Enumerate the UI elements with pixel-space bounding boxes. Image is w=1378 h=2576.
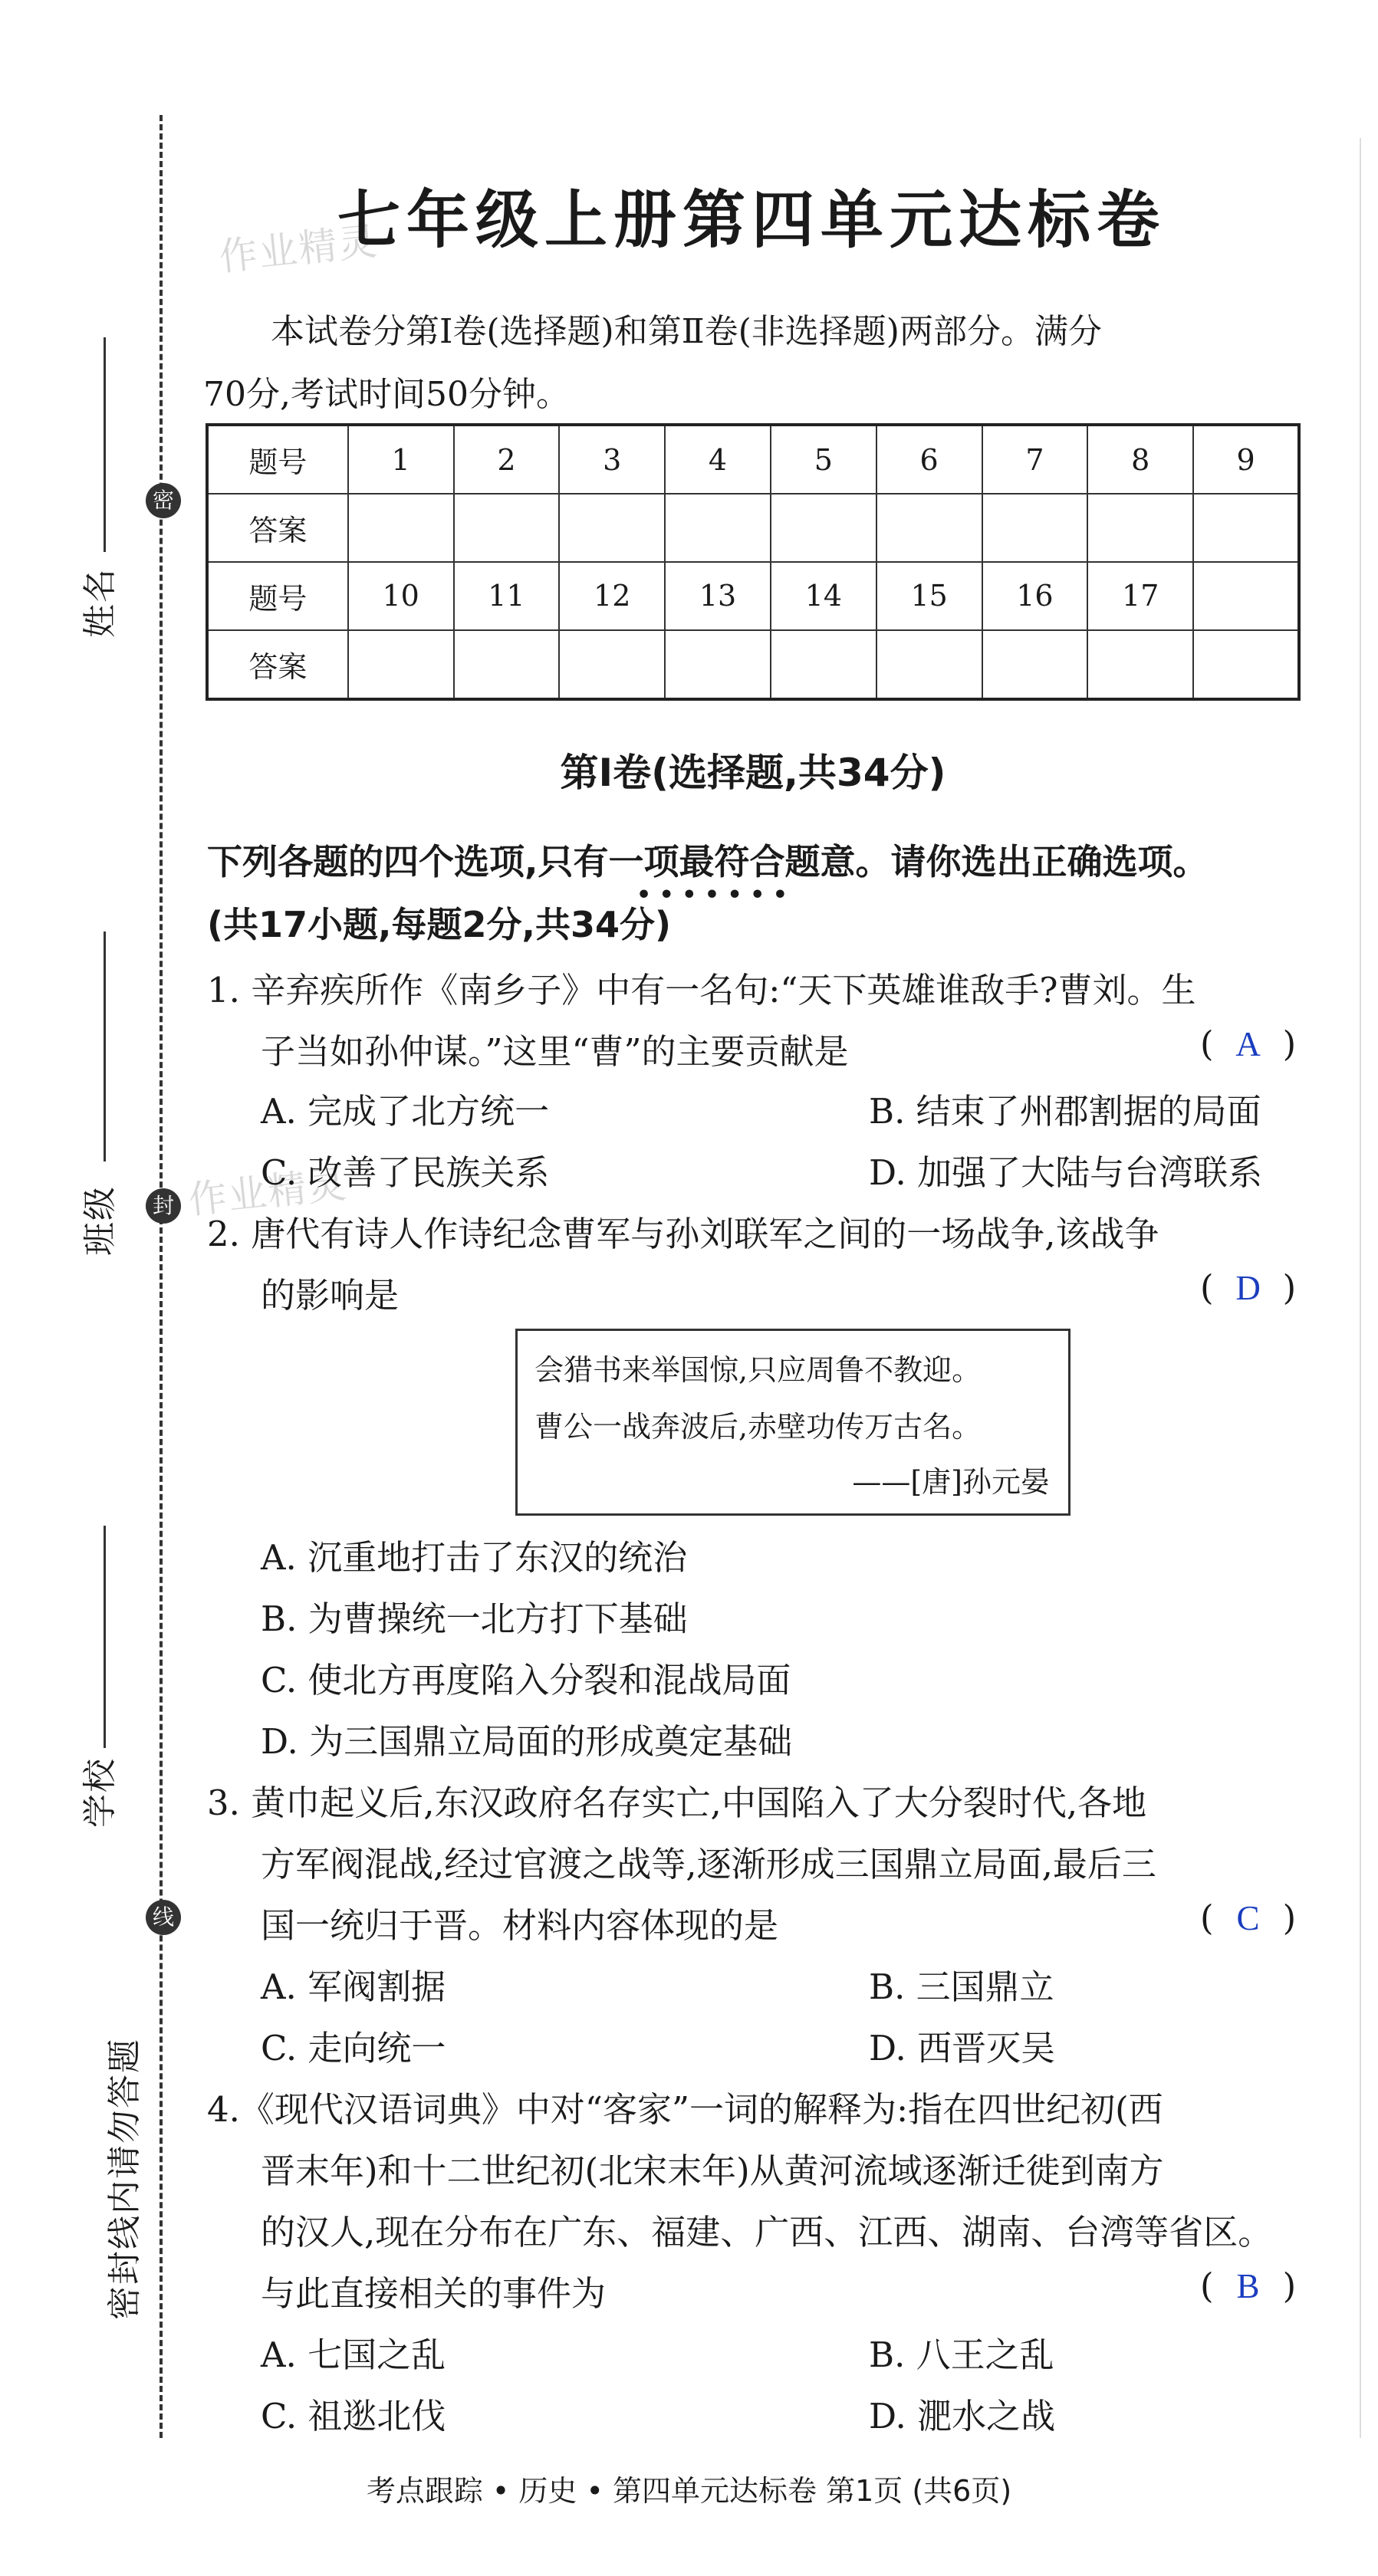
table-cell: 4 [665,425,771,494]
answer-cell[interactable] [982,630,1088,699]
instructions-line-2: (共17小题,每题2分,共34分) [207,904,672,945]
table-row [207,425,1299,494]
intro-line-1: 本试卷分第Ⅰ卷(选择题)和第Ⅱ卷(非选择题)两部分。满分 [271,312,1102,351]
table-cell: 题号 [207,562,348,630]
table-row [207,562,1299,630]
question-4-line: 的汉人,现在分布在广东、福建、广西、江西、湖南、台湾等省区。 [261,2212,1273,2252]
answer-letter: C [1236,1899,1260,1937]
poem-line: 会猎书来举国惊,只应周鲁不教迎。 [534,1353,982,1387]
question-3-answer: ( C ) [1200,1898,1297,1938]
question-2-line: 2. 唐代有诗人作诗纪念曹军与孙刘联军之间的一场战争,该战争 [207,1214,1159,1254]
answer-letter: B [1236,2267,1260,2305]
option: B. 结束了州郡割据的局面 [869,1091,1261,1132]
watermark: 作业精灵 [216,219,380,280]
table-cell: 答案 [207,630,348,699]
table-row [207,630,1299,699]
watermark: 作业精灵 [186,1162,350,1223]
table-cell: 答案 [207,494,348,562]
answer-cell[interactable] [559,630,665,699]
question-3-line: 国一统归于晋。材料内容体现的是 [261,1905,779,1946]
option: D. 为三国鼎立局面的形成奠定基础 [261,1721,793,1762]
instructions-line-1: 下列各题的四个选项,只有一项最符合题意。请你选出正确选项。 [207,841,1209,882]
table-cell: 9 [1193,425,1299,494]
table-cell: 10 [348,562,454,630]
question-4-line: 晋末年)和十二世纪初(北宋末年)从黄河流域逐渐迁徙到南方 [261,2150,1164,2191]
school-fill-line [104,1526,106,1748]
table-cell: 2 [454,425,560,494]
seal-char-xian: 线 [146,1900,181,1935]
class-label: 班级 [81,1185,120,1256]
option: D. 加强了大陆与台湾联系 [869,1152,1263,1193]
answer-cell[interactable] [771,630,876,699]
class-fill-line [104,932,106,1162]
table-cell: 13 [665,562,771,630]
option: A. 七国之乱 [261,2334,446,2375]
answer-letter: A [1235,1025,1261,1063]
answer-letter: D [1235,1269,1261,1307]
poem-line: 曹公一战奔波后,赤壁功传万古名。 [534,1410,982,1444]
option: C. 使北方再度陷入分裂和混战局面 [261,1660,791,1700]
question-3-line: 3. 黄巾起义后,东汉政府名存实亡,中国陷入了大分裂时代,各地 [207,1783,1147,1823]
school-label: 学校 [81,1757,120,1828]
table-cell: 15 [876,562,982,630]
question-1-line: 子当如孙仲谋。”这里“曹”的主要贡献是 [261,1031,849,1072]
table-row [207,494,1299,562]
answer-cell[interactable] [348,630,454,699]
answer-cell[interactable] [454,494,560,562]
answer-cell[interactable] [1193,630,1299,699]
seal-char-feng: 封 [146,1188,181,1224]
emphasis-dots: • • • • • • • [636,882,788,909]
question-2-answer: ( D ) [1200,1267,1297,1308]
poem-quote-box [515,1329,1070,1516]
option: B. 八王之乱 [869,2334,1054,2375]
table-cell: 12 [559,562,665,630]
answer-cell[interactable] [454,630,560,699]
page-edge [1360,138,1361,2438]
answer-cell[interactable] [982,494,1088,562]
option: D. 淝水之战 [869,2396,1056,2436]
section-title: 第Ⅰ卷(选择题,共34分) [560,751,946,795]
option: B. 为曹操统一北方打下基础 [261,1598,688,1639]
option: A. 沉重地打击了东汉的统治 [261,1537,688,1578]
intro-line-2: 70分,考试时间50分钟。 [203,375,570,414]
table-cell: 16 [982,562,1088,630]
answer-cell[interactable] [1087,630,1193,699]
table-cell: 7 [982,425,1088,494]
answer-cell[interactable] [665,630,771,699]
question-1-line: 1. 辛弃疾所作《南乡子》中有一名句:“天下英雄谁敌手?曹刘。生 [207,970,1196,1010]
sealing-warning: 密封线内请勿答题 [105,2038,144,2320]
page-title: 七年级上册第四单元达标卷 [337,183,1166,257]
table-cell: 1 [348,425,454,494]
table-cell: 17 [1087,562,1193,630]
option: B. 三国鼎立 [869,1967,1054,2007]
binding-dashed-line [160,115,163,2438]
answer-cell[interactable] [559,494,665,562]
page-footer: 考点跟踪 • 历史 • 第四单元达标卷 第1页 (共6页) [366,2474,1012,2508]
answer-cell[interactable] [876,630,982,699]
table-cell: 题号 [207,425,348,494]
table-cell: 11 [454,562,560,630]
answer-cell[interactable] [665,494,771,562]
option: A. 军阀割据 [261,1967,446,2007]
question-2-line: 的影响是 [261,1275,400,1316]
answer-cell[interactable] [1193,494,1299,562]
answer-table [206,423,1301,701]
question-1-answer: ( A ) [1200,1024,1297,1064]
table-cell: 5 [771,425,876,494]
table-cell: 3 [559,425,665,494]
seal-char-mi: 密 [146,483,181,518]
option: C. 走向统一 [261,2028,446,2068]
question-3-line: 方军阀混战,经过官渡之战等,逐渐形成三国鼎立局面,最后三 [261,1844,1156,1884]
poem-attribution: ——[唐]孙元晏 [852,1465,1050,1499]
option: C. 祖逖北伐 [261,2396,446,2436]
option: C. 改善了民族关系 [261,1152,550,1193]
answer-cell[interactable] [348,494,454,562]
answer-cell[interactable] [771,494,876,562]
answer-cell[interactable] [876,494,982,562]
answer-cell[interactable] [1087,494,1193,562]
question-4-line: 4.《现代汉语词典》中对“客家”一词的解释为:指在四世纪初(西 [207,2089,1163,2130]
option: A. 完成了北方统一 [261,1091,550,1132]
table-cell: 8 [1087,425,1193,494]
question-4-answer: ( B ) [1200,2266,1297,2306]
option: D. 西晋灭吴 [869,2028,1056,2068]
name-fill-line [104,337,106,552]
table-cell: 14 [771,562,876,630]
table-cell: 6 [876,425,982,494]
name-label: 姓名 [81,567,120,638]
question-4-line: 与此直接相关的事件为 [261,2273,607,2314]
table-cell [1193,562,1299,630]
